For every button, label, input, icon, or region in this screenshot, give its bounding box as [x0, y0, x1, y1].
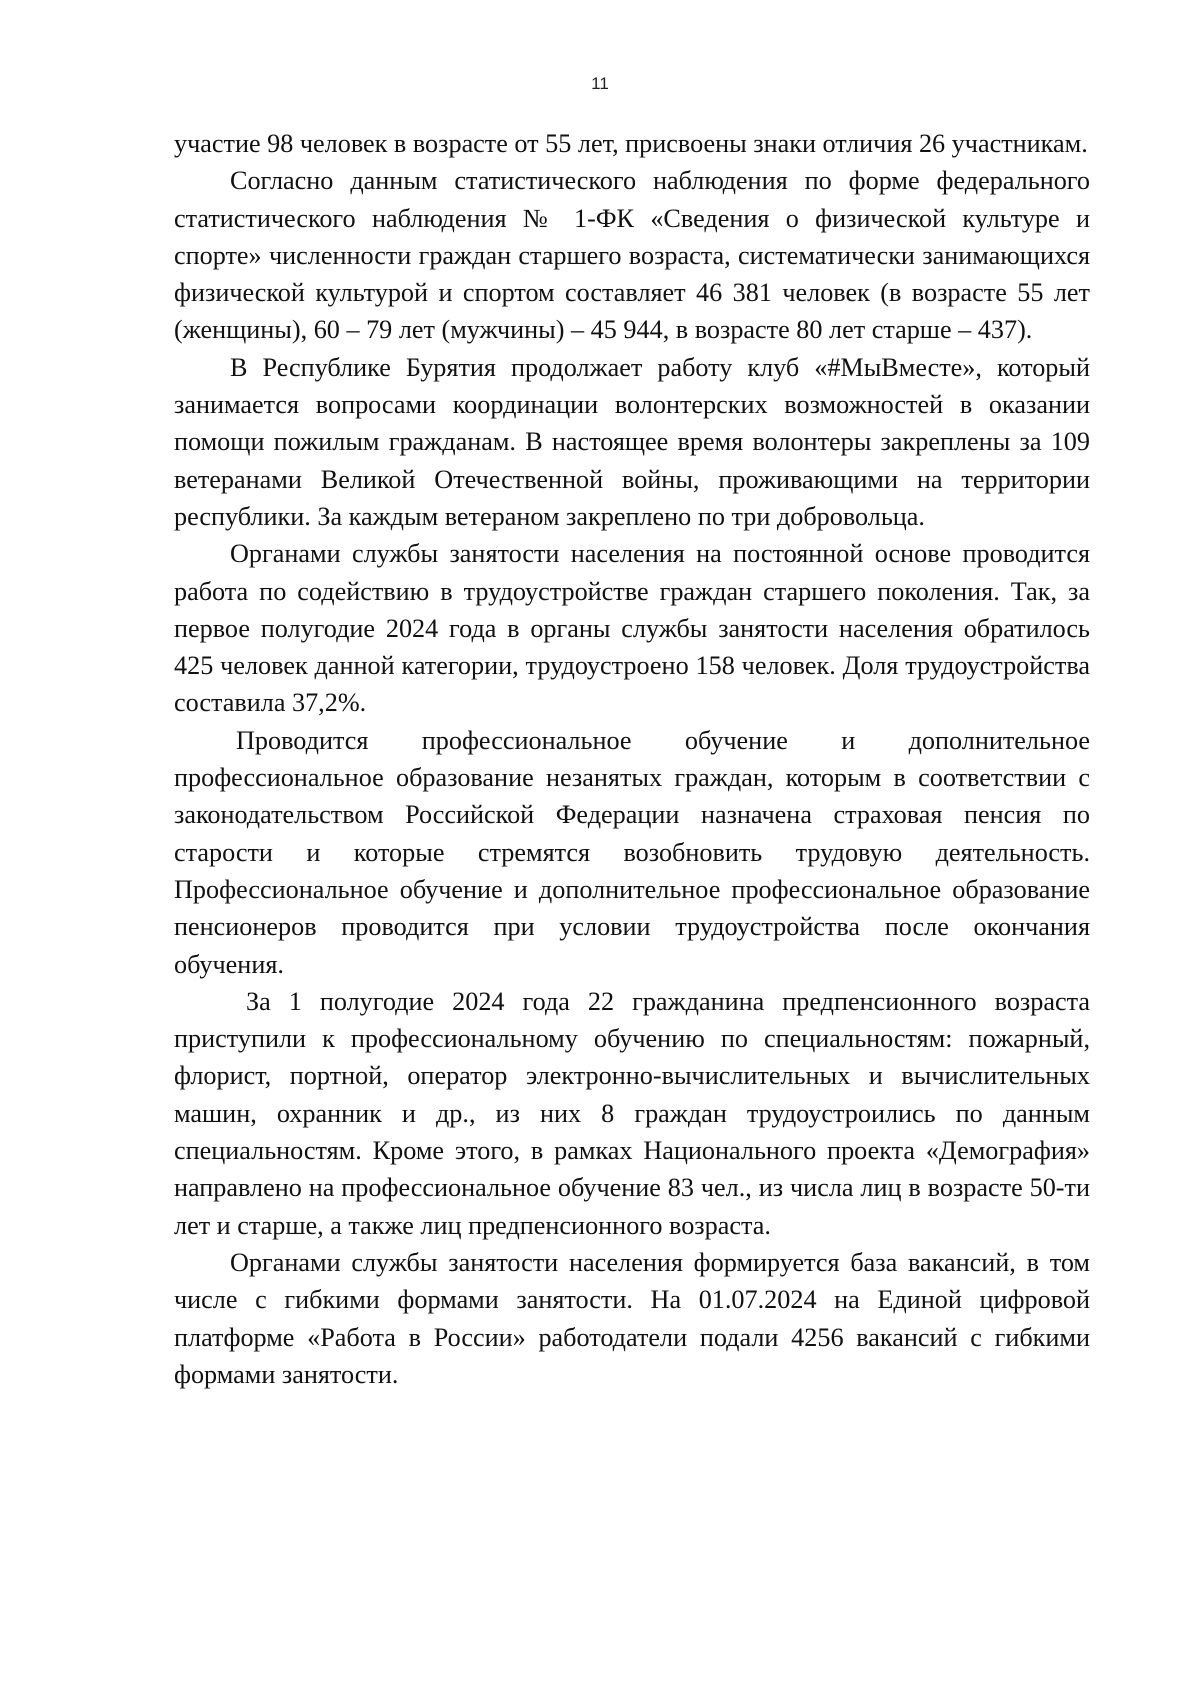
paragraph-volunteer-club: В Республике Бурятия продолжает работу клуб «#МыВместе», который занимается вопросами координации волонтерских возможностей в оказании помощи пожилым гражданам. В настоящее время волонтеры закреплены за 109 ветеранами Великой Отечественной войны, проживающими на территории республики. За каждым ветераном закреплено по три добровольца. — [174, 352, 1090, 531]
paragraph-continuation: участие 98 человек в возрасте от 55 лет, присвоены знаки отличия 26 участникам. — [174, 129, 1088, 158]
paragraph-prepension-training: За 1 полугодие 2024 года 22 гражданина предпенсионного возраста приступили к профессиональному обучению по специальностям: пожарный, флорист, портной, оператор электронно-вычислительных и вычислительных машин, охранник и др., из них 8 граждан трудоустроились по данным специальностям. Кроме этого, в рамках Национального проекта «Демография» направлено на профессиональное обучение 83 чел., из числа лиц в возрасте 50-ти лет и старше, а также лиц предпенсионного возраста. — [174, 986, 1090, 1240]
paragraph-vacancy-base: Органами службы занятости населения формируется база вакансий, в том числе с гибкими формами занятости. На 01.07.2024 на Единой цифровой платформе «Работа в России» работодатели подали 4256 вакансий с гибкими формами занятости. — [174, 1247, 1090, 1389]
paragraph-employment-service: Органами службы занятости населения на постоянной основе проводится работа по содействию в трудоустройстве граждан старшего поколения. Так, за первое полугодие 2024 года в органы службы занятости населения обратилось 425 человек данной категории, трудоустроено 158 человек. Доля трудоустройства составила 37,2%. — [174, 539, 1090, 718]
paragraph-professional-training: Проводится профессиональное обучение и дополнительное профессиональное образование незанятых граждан, которым в соответствии с законодательством Российской Федерации назначена страховая пенсия по старости и которые стремятся возобновить трудовую деятельность. Профессиональное обучение и дополнительное профессиональное образование пенсионеров проводится при условии трудоустройства после окончания обучения. — [174, 725, 1090, 979]
page-number: 11 — [591, 74, 609, 93]
body-text — [174, 125, 1090, 1393]
paragraph-sport-statistics: Согласно данным статистического наблюдения по форме федерального статистического наблюдения № 1-ФК «Сведения о физической культуре и спорте» численности граждан старшего возраста, систематически занимающихся физической культурой и спортом составляет 46 381 человек (в возрасте 55 лет (женщины), 60 – 79 лет (мужчины) – 45 944, в возрасте 80 лет старше – 437). — [174, 166, 1090, 345]
